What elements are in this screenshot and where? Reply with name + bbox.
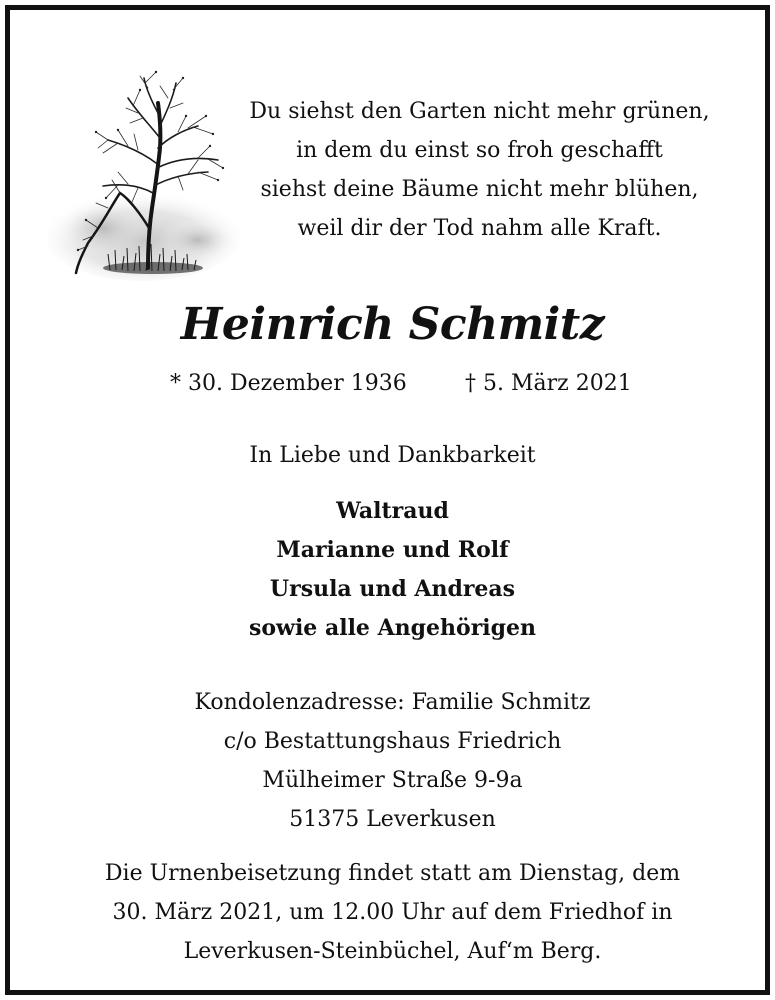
address-line: Kondolenzadresse: Familie Schmitz [194, 690, 591, 715]
mourner-name: sowie alle Angehörigen [248, 615, 537, 641]
notice-line: 30. März 2021, um 12.00 Uhr auf dem Friedhof in [112, 900, 673, 925]
address-line: Mülheimer Straße 9-9a [262, 768, 523, 793]
address-line: 51375 Leverkusen [289, 807, 496, 832]
poem [242, 92, 717, 248]
mourners-list [10, 492, 775, 648]
notice-line: Leverkusen-Steinbüchel, Auf‘m Berg. [183, 939, 602, 964]
deceased-name: Heinrich Schmitz [180, 299, 605, 350]
address-line: c/o Bestattungshaus Friedrich [223, 729, 562, 754]
mourner-name: Waltraud [336, 498, 449, 524]
mourner-name: Ursula und Andreas [269, 576, 516, 602]
mourner-name: Marianne und Rolf [276, 537, 509, 563]
dedication-text: In Liebe und Dankbarkeit [249, 443, 536, 468]
poem-line: weil dir der Tod nahm alle Kraft. [297, 216, 662, 241]
obituary-frame [5, 5, 770, 995]
notice-line: Die Urnenbeisetzung findet statt am Dienstag, dem [104, 861, 681, 886]
tree-illustration-icon [48, 68, 253, 296]
death-date: † 5. März 2021 [465, 371, 632, 396]
birth-date: * 30. Dezember 1936 [170, 371, 407, 396]
burial-notice [10, 854, 775, 971]
poem-line: Du siehst den Garten nicht mehr grünen, [249, 99, 710, 124]
condolence-address [10, 683, 775, 839]
poem-line: siehst deine Bäume nicht mehr blühen, [260, 177, 699, 202]
poem-line: in dem du einst so froh geschafft [296, 138, 663, 163]
